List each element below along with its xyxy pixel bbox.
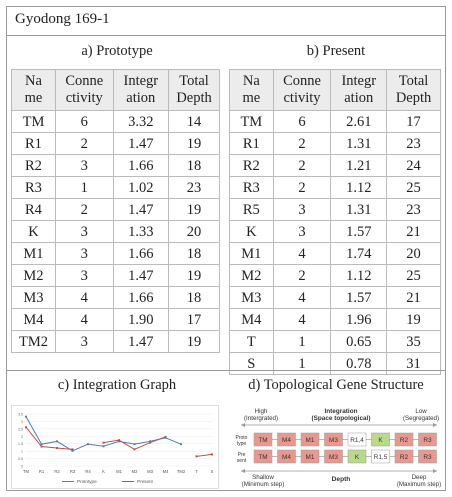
table-cell: 3: [55, 221, 113, 243]
column-header-text: Integr: [341, 73, 377, 89]
table-cell: R1: [230, 133, 274, 155]
table-cell: 4: [55, 309, 113, 331]
table-cell: 19: [169, 199, 220, 221]
table-cell: T: [230, 331, 274, 353]
column-header: [230, 70, 274, 111]
y-tick-label: 0.5: [18, 457, 23, 462]
series-line: [197, 454, 213, 456]
column-header-text: me: [24, 90, 43, 106]
arrow-head: [241, 469, 245, 473]
table-cell: 19: [387, 309, 441, 331]
table-cell: 1.74: [331, 243, 387, 265]
gene-cell-label: M3: [329, 437, 338, 445]
x-tick-label: TM2: [176, 469, 186, 474]
x-tick-label: T: [195, 469, 198, 474]
table-cell: M3: [12, 287, 56, 309]
x-tick-label: TM: [22, 469, 30, 474]
x-tick-label: M3: [147, 469, 153, 474]
table-row: [230, 331, 441, 353]
table-cell: R2: [12, 155, 56, 177]
table-cell: R3: [12, 177, 56, 199]
table-row: [12, 287, 220, 309]
table-cell: 1.47: [113, 265, 169, 287]
table-cell: 1.12: [331, 177, 387, 199]
depth-label: Depth: [331, 476, 351, 483]
table-cell: 3: [55, 265, 113, 287]
column-header: [273, 70, 331, 111]
x-tick-label: R4: [85, 469, 91, 474]
table-cell: 1: [273, 331, 331, 353]
table-cell: 6: [55, 111, 113, 133]
table-row: [12, 177, 220, 199]
table-cell: TM: [230, 111, 274, 133]
gene-cell-label: M1: [305, 437, 315, 445]
data-point: [149, 442, 151, 444]
legend-label: Prototype: [77, 479, 97, 484]
header-row: [12, 70, 220, 111]
table-row: [12, 111, 220, 133]
x-tick-label: K: [102, 469, 105, 474]
low-label: Low: [415, 408, 427, 415]
table-row: [12, 331, 220, 353]
column-header-text: Na: [25, 73, 42, 89]
column-header-text: Integr: [123, 73, 159, 89]
table-row: [230, 353, 441, 375]
title-divider: [7, 35, 445, 36]
table-row: [230, 287, 441, 309]
table-cell: 1.57: [331, 287, 387, 309]
table-row: [12, 265, 220, 287]
legend-label: Present: [137, 479, 153, 484]
column-header-text: Depth: [176, 90, 212, 106]
y-tick-label: 3.5: [18, 412, 23, 417]
table-cell: 18: [169, 287, 220, 309]
prototype-heading: a) Prototype: [81, 43, 153, 59]
table-cell: 1.31: [331, 133, 387, 155]
arrow-head: [433, 423, 437, 427]
data-point: [25, 426, 27, 428]
present-table: [229, 69, 441, 375]
column-header-text: ation: [344, 90, 374, 106]
table-cell: 23: [169, 177, 220, 199]
x-tick-label: M1: [116, 469, 122, 474]
data-point: [25, 416, 27, 418]
table-cell: 0.78: [331, 353, 387, 375]
row-label: type: [236, 441, 247, 447]
gene-heading: d) Topological Gene Structure: [248, 377, 424, 393]
table-cell: 18: [169, 243, 220, 265]
column-header-text: ctivity: [65, 90, 103, 106]
table-cell: 1.47: [113, 199, 169, 221]
table-cell: 20: [169, 221, 220, 243]
table-cell: 20: [387, 243, 441, 265]
column-header: [169, 70, 220, 111]
table-row: [230, 309, 441, 331]
table-cell: K: [230, 221, 274, 243]
table-cell: 35: [387, 331, 441, 353]
table-row: [12, 199, 220, 221]
column-header-text: Na: [242, 73, 260, 89]
graph-heading: c) Integration Graph: [57, 377, 177, 393]
table-cell: 2: [273, 265, 331, 287]
topological-gene-structure: [233, 405, 445, 491]
table-cell: 1.02: [113, 177, 169, 199]
table-row: [230, 265, 441, 287]
gene-cell-label: TM: [258, 437, 268, 445]
header-row: [230, 70, 441, 111]
table-cell: M4: [12, 309, 56, 331]
figure-frame: [6, 6, 446, 491]
table-cell: 1.90: [113, 309, 169, 331]
x-tick-label: M2: [131, 469, 138, 474]
table-cell: 1.21: [331, 155, 387, 177]
gene-cell-label: R2: [399, 437, 409, 445]
shallow-label: (Minimum step): [241, 481, 285, 488]
gene-cell-label: R1,4: [350, 437, 364, 445]
y-tick-label: 1: [21, 449, 23, 454]
data-point: [134, 448, 136, 450]
data-point: [211, 453, 213, 455]
gene-cell-label: R2: [399, 454, 409, 462]
y-tick-label: 2.5: [18, 427, 23, 432]
table-cell: 1.66: [113, 243, 169, 265]
table-cell: 2: [55, 199, 113, 221]
gene-cell-label: TM: [258, 454, 268, 462]
table-cell: 17: [387, 111, 441, 133]
gene-cell-label: M4: [282, 437, 291, 445]
column-header-text: ation: [126, 90, 156, 106]
table-row: [230, 243, 441, 265]
figure-title: Gyodong 169-1: [15, 11, 110, 27]
table-cell: S: [230, 353, 274, 375]
table-cell: 6: [273, 111, 331, 133]
table-cell: 1.57: [331, 221, 387, 243]
column-header: [113, 70, 169, 111]
y-tick-label: 0: [21, 464, 23, 469]
low-label: (Segregated): [402, 415, 440, 422]
table-cell: K: [12, 221, 56, 243]
table-cell: 3: [55, 155, 113, 177]
column-header-text: Conne: [283, 73, 321, 89]
data-point: [56, 440, 58, 442]
table-cell: 1.47: [113, 331, 169, 353]
table-cell: 3: [273, 221, 331, 243]
data-point: [180, 443, 182, 445]
table-cell: M1: [230, 243, 274, 265]
gene-cell-label: K: [354, 454, 360, 462]
table-cell: 19: [169, 265, 220, 287]
table-cell: 2: [273, 155, 331, 177]
column-header: [12, 70, 56, 111]
table-cell: M4: [230, 309, 274, 331]
column-header-text: me: [242, 90, 261, 106]
table-cell: 18: [169, 155, 220, 177]
column-header: [55, 70, 113, 111]
column-header-text: Total: [179, 73, 209, 89]
table-cell: 14: [169, 111, 220, 133]
gene-cell-label: K: [378, 437, 383, 445]
arrow-head: [241, 423, 245, 427]
table-cell: 25: [387, 265, 441, 287]
gene-cell-label: M3: [329, 454, 338, 462]
data-point: [165, 436, 167, 438]
table-cell: R4: [12, 199, 56, 221]
table-cell: 31: [387, 353, 441, 375]
table-cell: 2.61: [331, 111, 387, 133]
table-cell: 4: [273, 243, 331, 265]
table-cell: 0.65: [331, 331, 387, 353]
table-cell: R2: [230, 155, 274, 177]
table-cell: 3: [55, 243, 113, 265]
data-point: [118, 439, 120, 441]
column-header-text: ctivity: [283, 90, 321, 106]
table-row: [12, 243, 220, 265]
table-cell: 17: [169, 309, 220, 331]
data-point: [72, 448, 74, 450]
table-cell: 3.32: [113, 111, 169, 133]
table-row: [12, 221, 220, 243]
table-cell: 2: [55, 133, 113, 155]
table-cell: 23: [387, 133, 441, 155]
high-label: High: [254, 408, 268, 415]
data-point: [134, 443, 136, 445]
table-row: [12, 309, 220, 331]
row-label: Proto: [235, 435, 248, 441]
integration-graph: [11, 405, 219, 489]
y-tick-label: 3: [21, 419, 23, 424]
column-header-text: Depth: [395, 90, 432, 106]
table-row: [230, 133, 441, 155]
data-point: [87, 443, 89, 445]
table-cell: 1.66: [113, 155, 169, 177]
data-point: [103, 445, 105, 447]
table-cell: 4: [55, 287, 113, 309]
x-tick-label: M4: [162, 469, 169, 474]
table-cell: 19: [169, 133, 220, 155]
table-row: [230, 155, 441, 177]
table-cell: 1: [55, 177, 113, 199]
table-cell: 1.47: [113, 133, 169, 155]
table-cell: M2: [230, 265, 274, 287]
column-header-text: Total: [398, 73, 429, 89]
data-point: [196, 455, 198, 457]
table-cell: M3: [230, 287, 274, 309]
column-header: [331, 70, 387, 111]
y-tick-label: 2: [21, 434, 23, 439]
data-point: [103, 442, 105, 444]
table-row: [230, 111, 441, 133]
deep-label: (Maximum step): [396, 481, 442, 488]
table-cell: 1: [273, 353, 331, 375]
table-row: [12, 133, 220, 155]
integration-label: (Space topological): [311, 415, 371, 422]
x-tick-label: S: [210, 469, 214, 474]
row-label: Pre: [237, 452, 246, 458]
table-cell: 1.33: [113, 221, 169, 243]
table-cell: 2: [273, 133, 331, 155]
gene-diagram: [233, 405, 445, 491]
x-tick-label: R1: [38, 469, 45, 474]
deep-label: Deep: [411, 474, 427, 481]
table-cell: 19: [169, 331, 220, 353]
table-row: [12, 155, 220, 177]
column-header-text: Conne: [65, 73, 104, 89]
table-cell: R5: [230, 199, 274, 221]
table-cell: 1.66: [113, 287, 169, 309]
shallow-label: Shallow: [252, 474, 274, 481]
gene-cell-label: M1: [305, 454, 315, 462]
gene-cell-label: M4: [282, 454, 291, 462]
high-label: (Intergrated): [243, 415, 279, 422]
integration-chart: [12, 406, 218, 488]
table-row: [230, 199, 441, 221]
y-tick-label: 1.5: [18, 442, 23, 447]
present-heading: b) Present: [306, 43, 366, 59]
column-header: [387, 70, 441, 111]
table-cell: 21: [387, 221, 441, 243]
table-cell: 1.96: [331, 309, 387, 331]
table-cell: 4: [273, 309, 331, 331]
data-point: [56, 447, 58, 449]
table-cell: M1: [12, 243, 56, 265]
gene-cell-label: R3: [423, 454, 432, 462]
x-tick-label: R3: [69, 469, 76, 474]
table-cell: 1.31: [331, 199, 387, 221]
prototype-table: [11, 69, 220, 353]
table-cell: 3: [55, 331, 113, 353]
table-cell: R1: [12, 133, 56, 155]
gene-cell-label: R3: [423, 437, 432, 445]
section-divider: [7, 370, 445, 371]
data-point: [41, 443, 43, 445]
x-tick-label: R2: [54, 469, 60, 474]
table-cell: 24: [387, 155, 441, 177]
table-cell: 4: [273, 287, 331, 309]
table-cell: R3: [230, 177, 274, 199]
table-cell: 25: [387, 177, 441, 199]
table-row: [230, 177, 441, 199]
data-point: [41, 446, 43, 448]
integration-label: Integration: [324, 408, 358, 415]
table-cell: 3: [273, 199, 331, 221]
table-row: [230, 221, 441, 243]
table-cell: M2: [12, 265, 56, 287]
table-cell: TM: [12, 111, 56, 133]
table-cell: 21: [387, 287, 441, 309]
table-cell: 23: [387, 199, 441, 221]
row-label: sent: [236, 458, 247, 464]
table-cell: TM2: [12, 331, 56, 353]
gene-cell-label: R1,5: [373, 454, 388, 462]
table-cell: 2: [273, 177, 331, 199]
arrow-head: [433, 469, 437, 473]
table-cell: 1.12: [331, 265, 387, 287]
